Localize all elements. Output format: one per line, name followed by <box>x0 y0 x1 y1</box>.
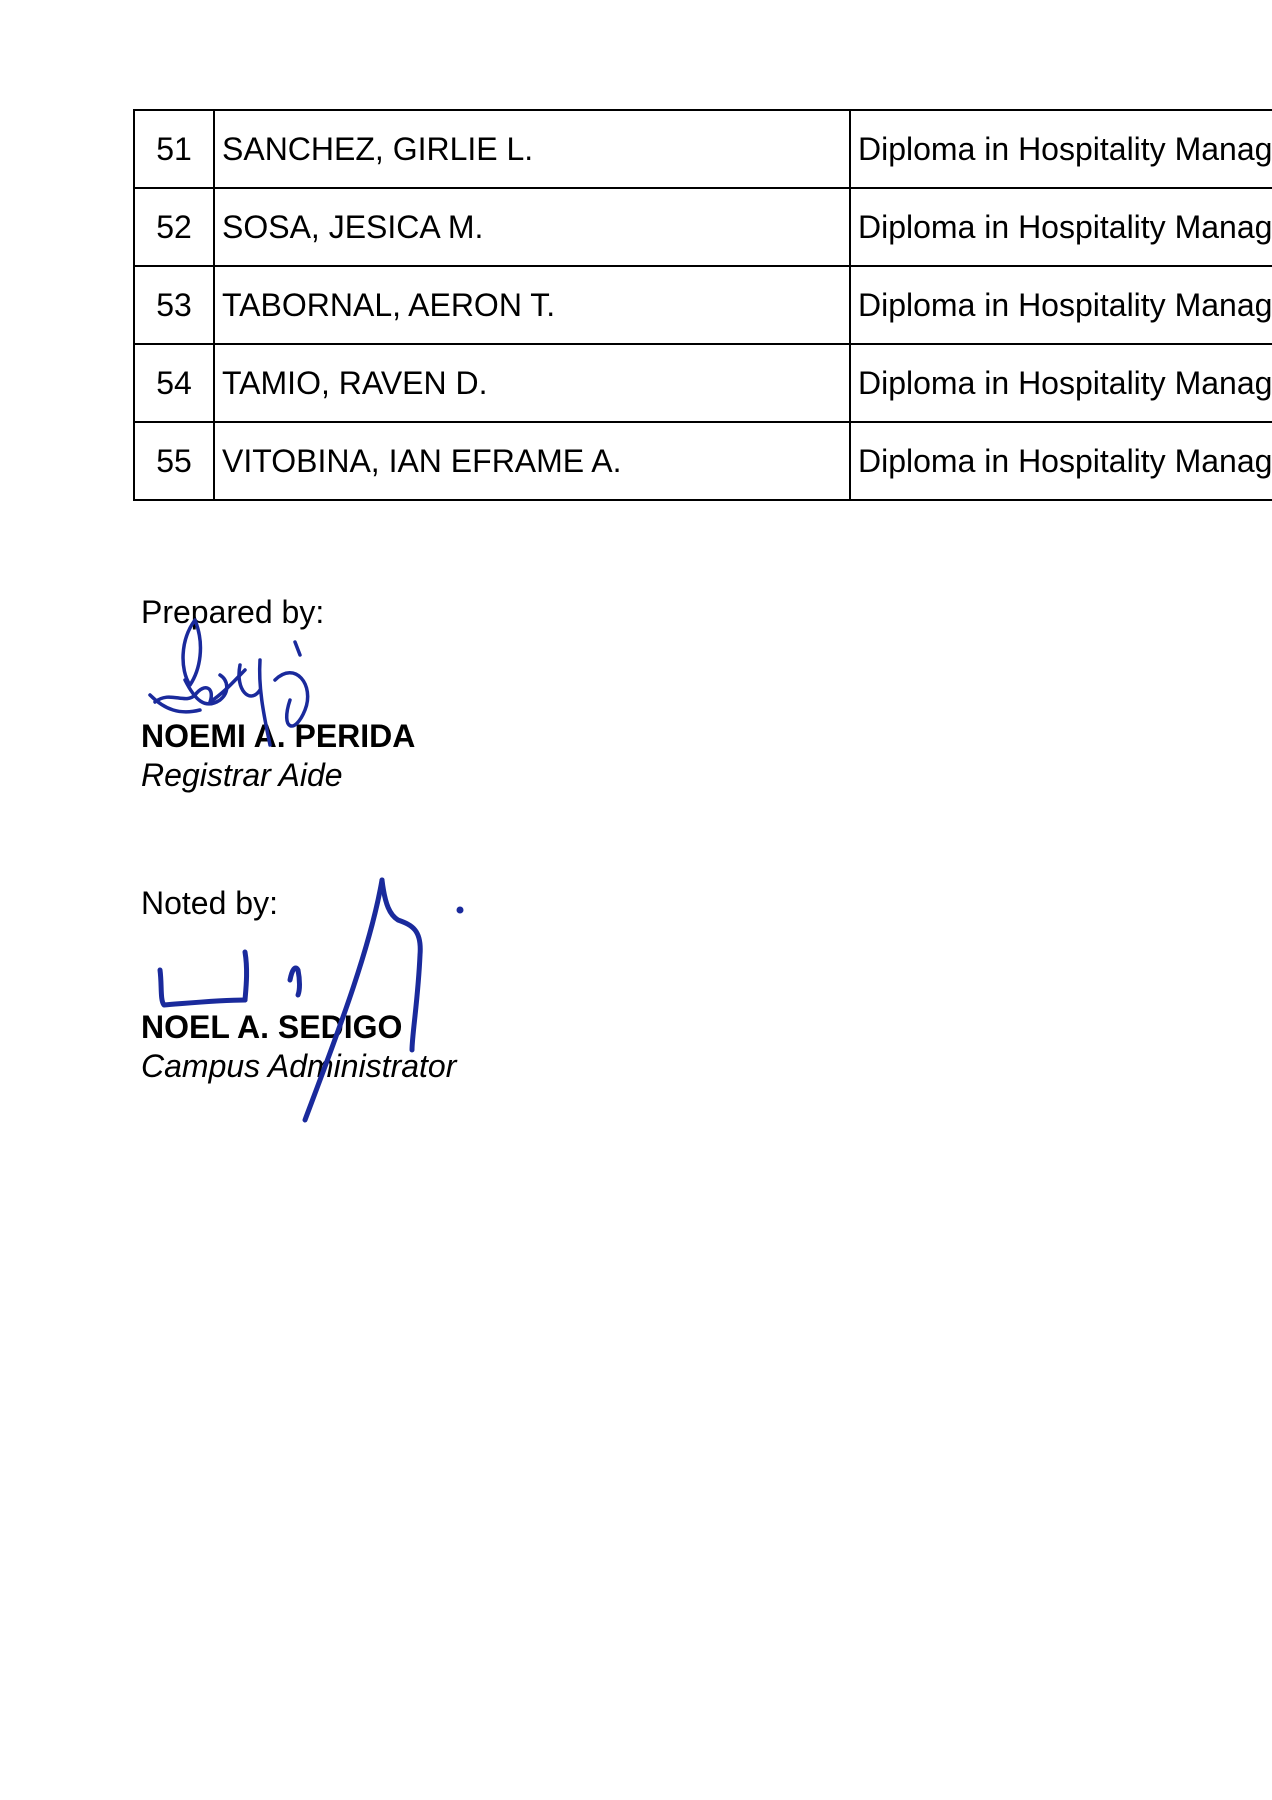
student-name: SANCHEZ, GIRLIE L. <box>214 110 850 188</box>
noted-by-block <box>141 884 641 1086</box>
prepared-by-name: NOEMI A. PERIDA <box>141 718 416 754</box>
row-number: 51 <box>134 110 214 188</box>
table-row <box>134 422 1272 500</box>
row-number: 52 <box>134 188 214 266</box>
prepared-by-label: Prepared by: <box>141 594 325 630</box>
noted-by-label: Noted by: <box>141 885 278 921</box>
row-number: 54 <box>134 344 214 422</box>
student-name: TABORNAL, AERON T. <box>214 266 850 344</box>
student-course: Diploma in Hospitality Manag <box>850 344 1272 422</box>
prepared-by-title: Registrar Aide <box>141 757 343 793</box>
row-number: 53 <box>134 266 214 344</box>
student-course: Diploma in Hospitality Manag <box>850 266 1272 344</box>
table-row <box>134 344 1272 422</box>
student-course: Diploma in Hospitality Manag <box>850 188 1272 266</box>
table-row <box>134 188 1272 266</box>
noted-by-name: NOEL A. SEDIGO <box>141 1009 403 1045</box>
student-name: TAMIO, RAVEN D. <box>214 344 850 422</box>
student-course: Diploma in Hospitality Manag <box>850 110 1272 188</box>
prepared-by-block <box>141 593 641 795</box>
student-roster-table <box>133 109 1272 501</box>
table-row <box>134 110 1272 188</box>
student-name: SOSA, JESICA M. <box>214 188 850 266</box>
table-row <box>134 266 1272 344</box>
student-course: Diploma in Hospitality Manag <box>850 422 1272 500</box>
student-name: VITOBINA, IAN EFRAME A. <box>214 422 850 500</box>
noted-by-title: Campus Administrator <box>141 1048 457 1084</box>
row-number: 55 <box>134 422 214 500</box>
